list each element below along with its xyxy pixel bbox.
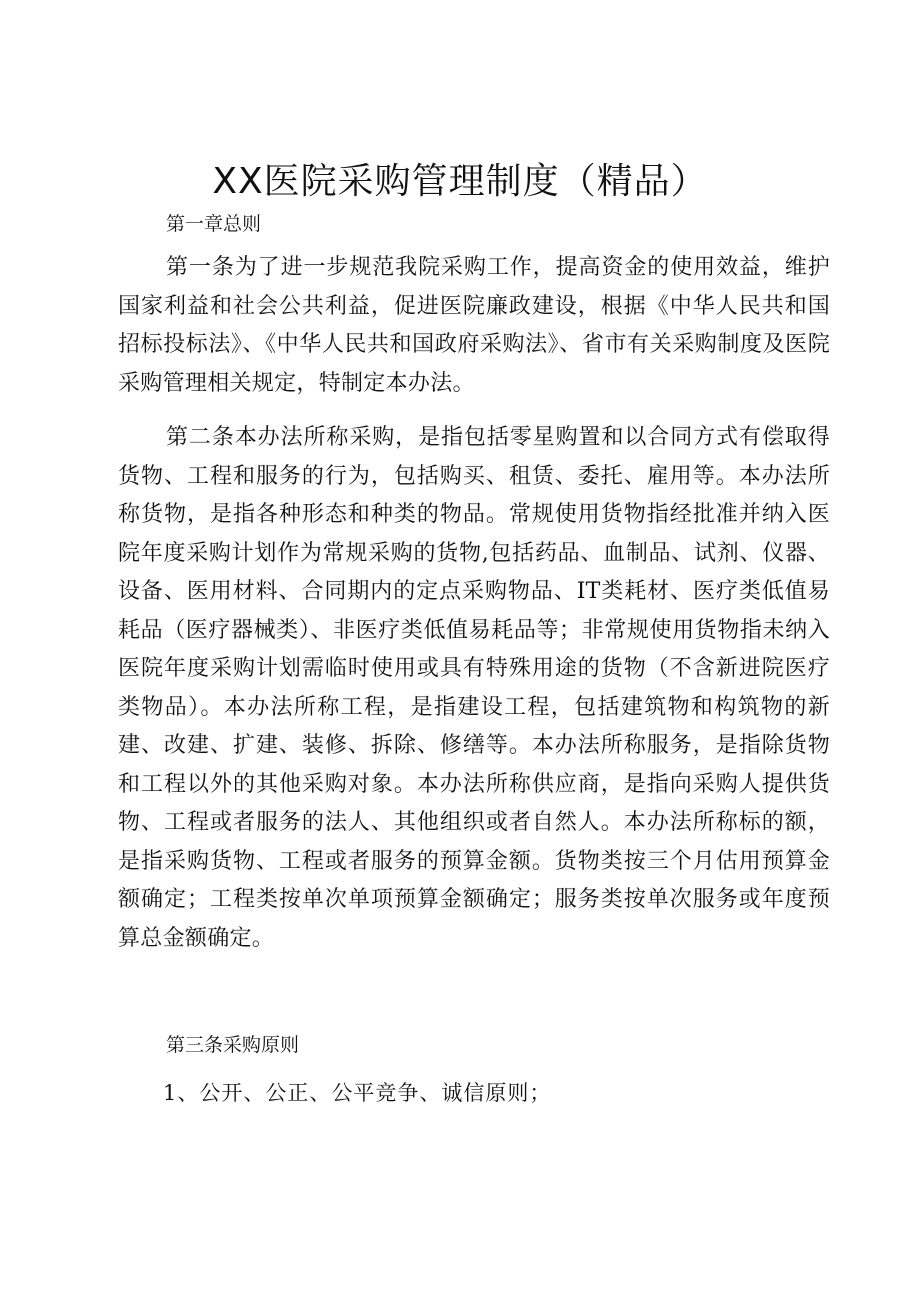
principle-item-1: 1、公开、公正、公平竞争、诚信原则； (163, 1081, 552, 1105)
article-3-heading: 第三条采购原则 (166, 1034, 300, 1056)
chapter-heading: 第一章总则 (166, 213, 262, 235)
article-2-paragraph: 第二条本办法所称采购，是指包括零星购置和以合同方式有偿取得货物、工程和服务的行为，包括购买、租赁、委托、雇用等。本办法所称货物，是指各种形态和种类的物品。常规使用货物指经批准并纳入医院年度采购计划作为常规采购的货物,包括药品、血制品、试剂、仪器、设备、医用材料、合同期内的定点采购物品、IT类耗材、医疗类低值易耗品（医疗器械类）、非医疗类低值易耗品等；非常规使用货物指未纳入医院年度采购计划需临时使用或具有特殊用途的货物（不含新进院医疗类物品）。本办法所称工程，是指建设工程，包括建筑物和构筑物的新建、改建、扩建、装修、拆除、修缮等。本办法所称服务，是指除货物和工程以外的其他采购对象。本办法所称供应商，是指向采购人提供货物、工程或者服务的法人、其他组织或者自然人。本办法所称标的额，是指采购货物、工程或者服务的预算金额。货物类按三个月估用预算金额确定；工程类按单次单项预算金额确定；服务类按单次服务或年度预算总金额确定。 (118, 425, 830, 951)
article-1-paragraph: 第一条为了进一步规范我院采购工作，提高资金的使用效益，维护国家利益和社会公共利益，促进医院廉政建设，根据《中华人民共和国招标投标法》、《中华人民共和国政府采购法》、省市有关采购制度及医院采购管理相关规定，特制定本办法。 (118, 255, 830, 396)
document-title: XX医院采购管理制度（精品） (212, 161, 708, 202)
